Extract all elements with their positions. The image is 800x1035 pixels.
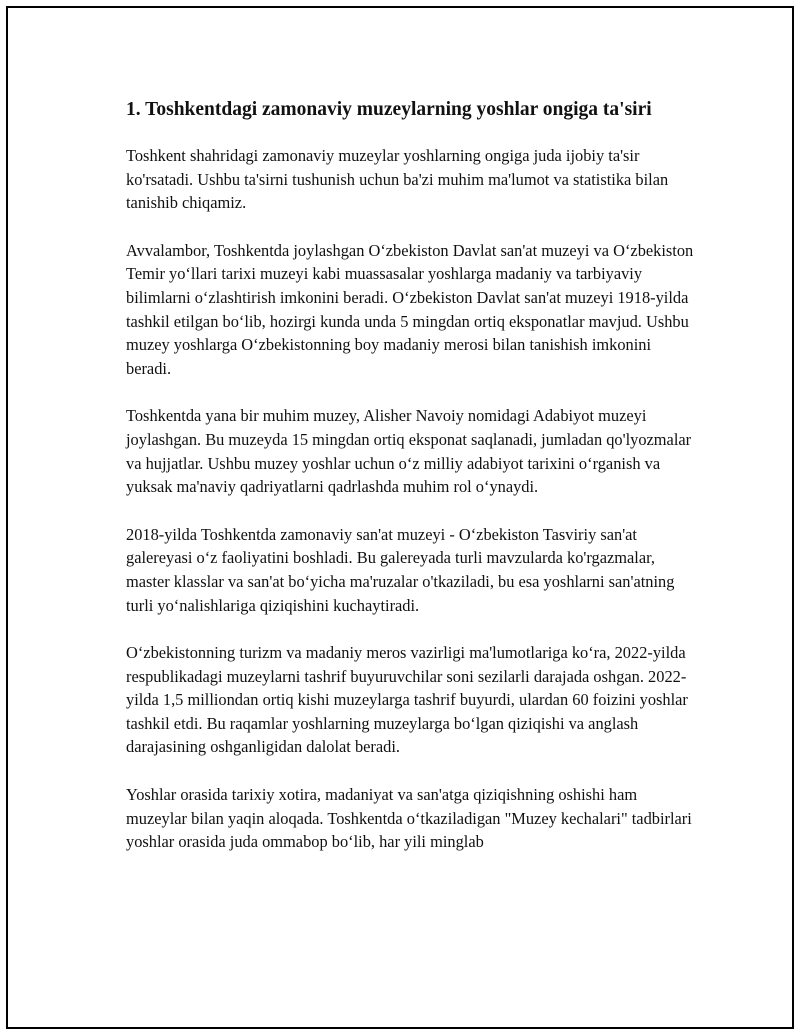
paragraph-state-art-museum: Avvalambor, Toshkentda joylashgan O‘zbekiston Davlat san'at muzeyi va O‘zbekiston Temir yo‘llari tarixi muzeyi kabi muassasalar yoshlarga madaniy va tarbiyaviy bilimlarni o‘zlashtirish imkonini beradi. O‘zbekiston Davlat san'at muzeyi 1918-yilda tashkil etilgan bo‘lib, hozirgi kunda unda 5 mingdan ortiq eksponatlar mavjud. Ushbu muzey yoshlarga O‘zbekistonning boy madaniy merosi bilan tanishish imkonini beradi. <box>126 240 694 378</box>
paragraph-museum-nights: Yoshlar orasida tarixiy xotira, madaniyat va san'atga qiziqishning oshishi ham muzeylar bilan yaqin aloqada. Toshkentda o‘tkaziladigan "Muzey kechalari" tadbirlari yoshlar orasida juda ommabop bo‘lib, har yili minglab <box>126 785 692 852</box>
paragraph-visitor-statistics: O‘zbekistonning turizm va madaniy meros vazirligi ma'lumotlariga ko‘ra, 2022-yilda respublikadagi muzeylarni tashrif buyuruvchilar soni sezilarli darajada oshgan. 2022-yilda 1,5 milliondan ortiq kishi muzeylarga tashrif buyurdi, ulardan 60 foizini yoshlar tashkil etdi. Bu raqamlar yoshlarning muzeylarga bo‘lgan qiziqishi va anglash darajasining oshganligidan dalolat beradi. <box>126 643 688 757</box>
page-frame <box>6 6 794 1029</box>
section-heading: 1. Toshkentdagi zamonaviy muzeylarning yoshlar ongiga ta'siri <box>126 99 652 120</box>
paragraph-literature-museum: Toshkentda yana bir muhim muzey, Alisher Navoiy nomidagi Adabiyot muzeyi joylashgan. Bu muzeyda 15 mingdan ortiq eksponat saqlanadi, jumladan qo'lyozmalar va hujjatlar. Ushbu muzey yoshlar uchun o‘z milliy adabiyot tarixini o‘rganish va yuksak ma'naviy qadriyatlarni qadrlashda muhim rol o‘ynaydi. <box>126 406 692 497</box>
paragraph-art-gallery: 2018-yilda Toshkentda zamonaviy san'at muzeyi - O‘zbekiston Tasviriy san'at galereyasi o‘z faoliyatini boshladi. Bu galereyada turli mavzularda ko'rgazmalar, master klasslar va san'at bo‘yicha ma'ruzalar o'tkaziladi, bu esa yoshlarni san'atning turli yo‘nalishlariga qiziqishini kuchaytiradi. <box>126 524 675 615</box>
document-body <box>120 97 700 878</box>
paragraph-intro: Toshkent shahridagi zamonaviy muzeylar yoshlarning ongiga juda ijobiy ta'sir ko'rsatadi. Ushbu ta'sirni tushunish uchun ba'zi muhim ma'lumot va statistika bilan tanishib chiqamiz. <box>126 146 669 213</box>
